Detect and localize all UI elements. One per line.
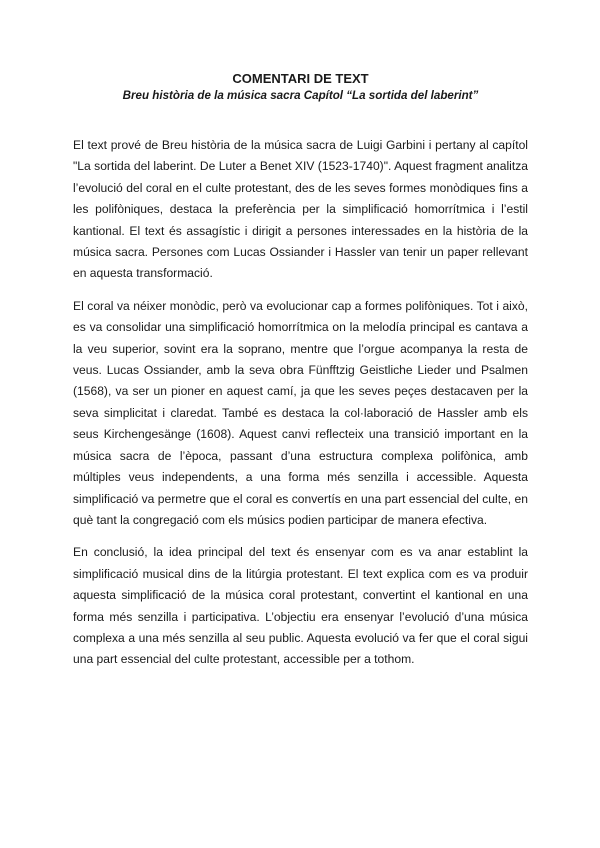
- document-body: [73, 135, 528, 671]
- paragraph-introduction: El text prové de Breu història de la música sacra de Luigi Garbini i pertany al capítol "La sortida del laberint. De Luter a Benet XIV (1523-1740)". Aquest fragment analitza l’evolució del coral en el culte protestant, des de les seves formes monòdiques fins a les polifòniques, destaca la preferència per la simplificació homorrítmica i l’estil kantional. El text és assagístic i dirigit a persones interessades en la història de la música sacra. Persones com Lucas Ossiander i Hassler van tenir un paper rellevant en aquesta transformació.: [73, 138, 528, 281]
- document-subtitle: Breu història de la música sacra Capítol “La sortida del laberint”: [122, 89, 479, 102]
- document-title: COMENTARI DE TEXT: [232, 71, 369, 86]
- paragraph-development: El coral va néixer monòdic, però va evolucionar cap a formes polifòniques. Tot i això, es va consolidar una simplificació homorrítmica on la melodía principal es cantava a la veu superior, sovint era la soprano, mentre que l’orgue acompanya la resta de veus. Lucas Ossiander, amb la seva obra Fünfftzig Geistliche Lieder und Psalmen (1568), va ser un pioner en aquest camí, ja que les seves peçes destacaven per la seva simplicitat i claredat. També es destaca la col·laboració de Hassler amb els seus Kirchengesänge (1608). Aquest canvi reflecteix una transició important en la música sacra de l’època, passant d’una estructura complexa polifònica, amb múltiples veus independents, a una forma més senzilla i accessible. Aquesta simplificació va permetre que el coral es convertís en una part essencial del culte, en què tant la congregació com els músics podien participar de manera efectiva.: [73, 298, 528, 527]
- paragraph-conclusion: En conclusió, la idea principal del text és ensenyar com es va anar establint la simplificació musical dins de la litúrgia protestant. El text explica com es va produir aquesta simplificació de la música coral protestant, convertint el kantional en una forma més senzilla i participativa. L’objectiu era ensenyar l’evolució d’una música complexa a una més senzilla al seu public. Aquesta evolució va fer que el coral sigui una part essencial del culte protestant, accessible per a tothom.: [73, 545, 528, 667]
